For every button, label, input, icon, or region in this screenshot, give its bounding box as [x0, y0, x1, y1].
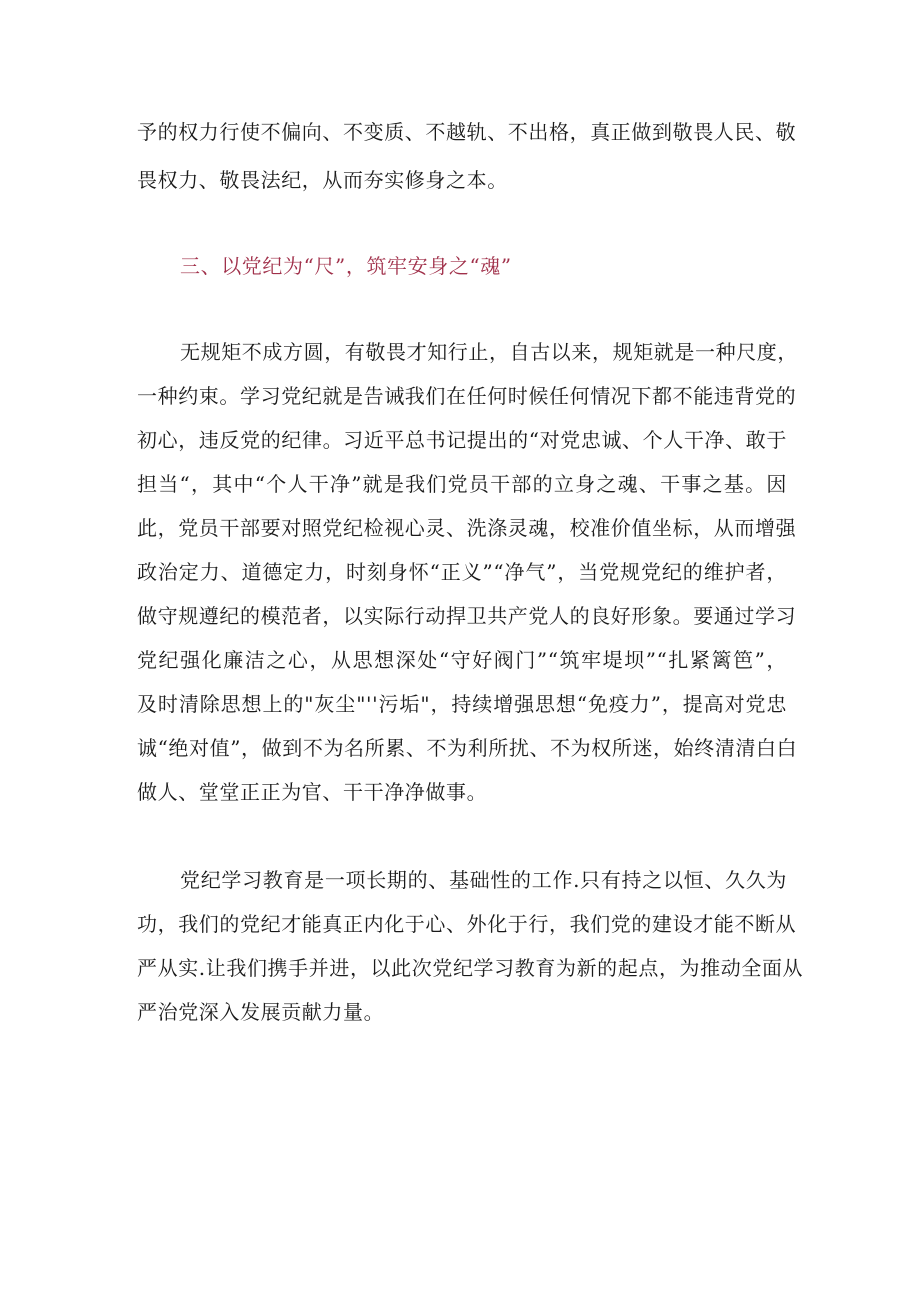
text-line: 及时清除思想上的"灰尘"''污垢"，持续增强思想“免疫力”，提高对党忠: [137, 692, 787, 716]
text-line: 严治党深入发展贡献力量。: [137, 1000, 385, 1024]
text-line: 予的权力行使不偏向、不变质、不越轨、不出格，真正做到敬畏人民、敬: [137, 120, 797, 144]
text-line: 无规矩不成方圆，有敬畏才知行止，自古以来，规矩就是一种尺度，: [180, 340, 798, 364]
text-line: 一种约束。学习党纪就是告诫我们在任何时候任何情况下都不能违背党的: [137, 384, 797, 408]
text-line: 政治定力、道德定力，时刻身怀“正义”“净气”，当党规党纪的维护者，: [137, 560, 787, 584]
text-line: 党纪强化廉洁之心，从思想深处“守好阀门”“筑牢堤坝”“扎紧篱笆”，: [137, 648, 787, 672]
section-heading: 三、以党纪为“尺”，筑牢安身之“魂”: [180, 254, 512, 278]
text-line: 畏权力、敬畏法纪，从而夯实修身之本。: [137, 168, 508, 192]
text-line: 诚“绝对值”，做到不为名所累、不为利所扰、不为权所迷，始终清清白白: [137, 736, 798, 760]
text-line: 担当“，其中“个人干净”就是我们党员干部的立身之魂、干事之基。因: [137, 472, 787, 496]
text-line: 初心，违反党的纪律。习近平总书记提出的“对党忠诚、个人干净、敢于: [137, 428, 787, 452]
text-line: 做守规遵纪的模范者，以实际行动捍卫共产党人的良好形象。要通过学习: [137, 604, 797, 628]
text-line: 党纪学习教育是一项长期的、基础性的工作.只有持之以恒、久久为: [180, 868, 787, 892]
text-line: 做人、堂堂正正为官、干干净净做事。: [137, 780, 488, 804]
text-line: 严从实.让我们携手并进，以此次党纪学习教育为新的起点，为推动全面从: [137, 956, 804, 980]
text-line: 功，我们的党纪才能真正内化于心、外化于行，我们党的建设才能不断从: [137, 912, 797, 936]
text-line: 此，党员干部要对照党纪检视心灵、洗涤灵魂，校准价值坐标，从而增强: [137, 516, 797, 540]
